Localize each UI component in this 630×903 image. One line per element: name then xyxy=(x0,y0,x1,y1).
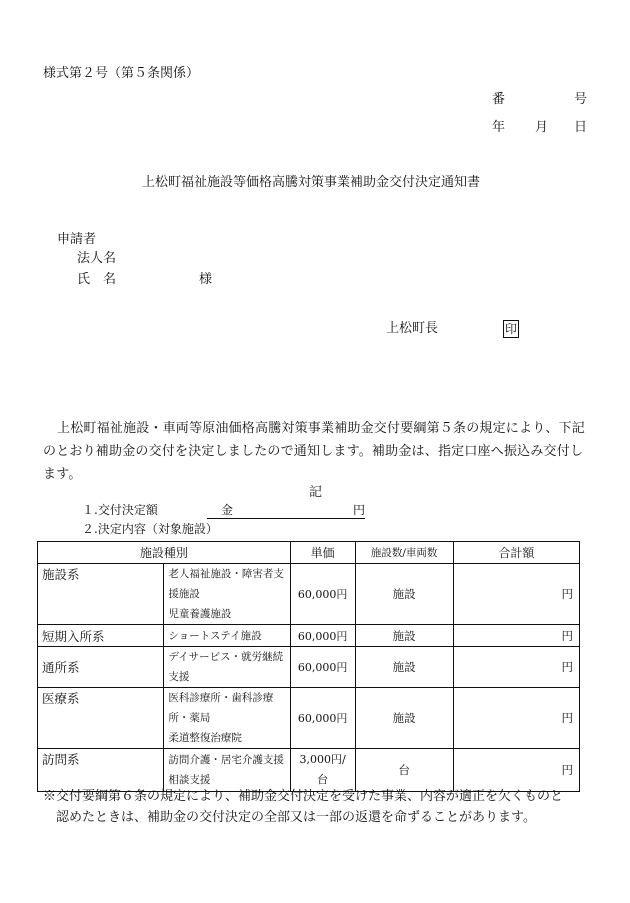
row-detail xyxy=(164,564,290,625)
row-price-line: 3,000円/ xyxy=(299,753,346,766)
decision-content-label: ２.決定内容（対象施設） xyxy=(82,522,218,536)
row-price: 60,000円 xyxy=(290,647,355,688)
note-line: 認めたときは、補助金の交付決定の全部又は一部の返還を命ずることがあります。 xyxy=(43,810,536,825)
row-category: 短期入所系 xyxy=(38,625,164,647)
row-count: 台 xyxy=(355,749,453,792)
row-total: 円 xyxy=(453,564,579,625)
row-detail: ショートステイ施設 xyxy=(164,625,290,647)
row-price: 60,000円 xyxy=(290,625,355,647)
row-detail-line: 医科診療所・歯科診療所・薬局 xyxy=(168,692,274,724)
honorific: 様 xyxy=(199,272,213,287)
date-year: 年 xyxy=(492,120,506,135)
doc-number-label: 番 xyxy=(492,92,506,107)
row-detail-line: 訪問介護・居宅介護支援 xyxy=(168,754,284,766)
row-total: 円 xyxy=(453,647,579,688)
table-row xyxy=(38,625,580,647)
kin-label: 金 xyxy=(221,503,234,517)
table-row xyxy=(38,688,580,749)
date-day: 日 xyxy=(574,120,588,135)
grant-amount-label: １.交付決定額 xyxy=(82,503,158,517)
applicant-name-label: 氏 名 xyxy=(77,272,117,287)
date-month: 月 xyxy=(535,120,549,135)
row-category: 施設系 xyxy=(38,564,164,625)
row-count: 施設 xyxy=(355,647,453,688)
row-count: 施設 xyxy=(355,625,453,647)
header-total: 合計額 xyxy=(453,542,579,564)
row-detail: デイサービス・就労継続支援 xyxy=(164,647,290,688)
row-category: 通所系 xyxy=(38,647,164,688)
issuer-name: 上松町長 xyxy=(386,321,439,336)
table-header-row xyxy=(38,542,580,564)
seal-box: 印 xyxy=(505,322,518,336)
facility-table xyxy=(37,541,580,792)
row-total: 円 xyxy=(453,749,579,792)
refund-note xyxy=(43,786,603,828)
row-price: 60,000円 xyxy=(290,564,355,625)
document-title: 上松町福祉施設等価格高騰対策事業補助金交付決定通知書 xyxy=(142,175,481,190)
grant-amount-field xyxy=(207,503,365,519)
row-detail xyxy=(164,688,290,749)
doc-number-suffix: 号 xyxy=(574,92,588,107)
row-detail-line: 相談支援 xyxy=(168,774,211,786)
row-total: 円 xyxy=(453,688,579,749)
yen-label: 円 xyxy=(352,503,365,517)
corporation-name-label: 法人名 xyxy=(77,251,117,266)
note-line: ※交付要綱第６条の規定により、補助金交付決定を受けた事業、内容が適正を欠くものと xyxy=(43,789,564,804)
table-row xyxy=(38,564,580,625)
row-price: 60,000円 xyxy=(290,688,355,749)
row-category: 医療系 xyxy=(38,688,164,749)
row-detail-line: 柔道整復治療院 xyxy=(168,732,242,744)
row-category: 訪問系 xyxy=(38,749,164,792)
body-paragraph: 上松町福祉施設・車両等原油価格高騰対策事業補助金交付要綱第５条の規定により、下記のとおり補助金の交付を決定しましたので通知します。補助金は、指定口座へ振込み交付します。 xyxy=(43,421,586,482)
row-detail-line: 老人福祉施設・障害者支援施設 xyxy=(168,568,284,600)
table-row xyxy=(38,647,580,688)
row-count: 施設 xyxy=(355,688,453,749)
row-detail-line: 児童養護施設 xyxy=(168,608,232,620)
row-total: 円 xyxy=(453,625,579,647)
header-unit-price: 単価 xyxy=(290,542,355,564)
row-count: 施設 xyxy=(355,564,453,625)
row-price-line: 台 xyxy=(317,773,329,786)
form-number: 様式第２号（第５条関係） xyxy=(43,66,200,81)
ki-heading: 記 xyxy=(309,485,323,500)
header-facility-type: 施設種別 xyxy=(38,542,291,564)
header-count: 施設数/車両数 xyxy=(355,542,453,564)
applicant-heading: 申請者 xyxy=(57,232,97,247)
